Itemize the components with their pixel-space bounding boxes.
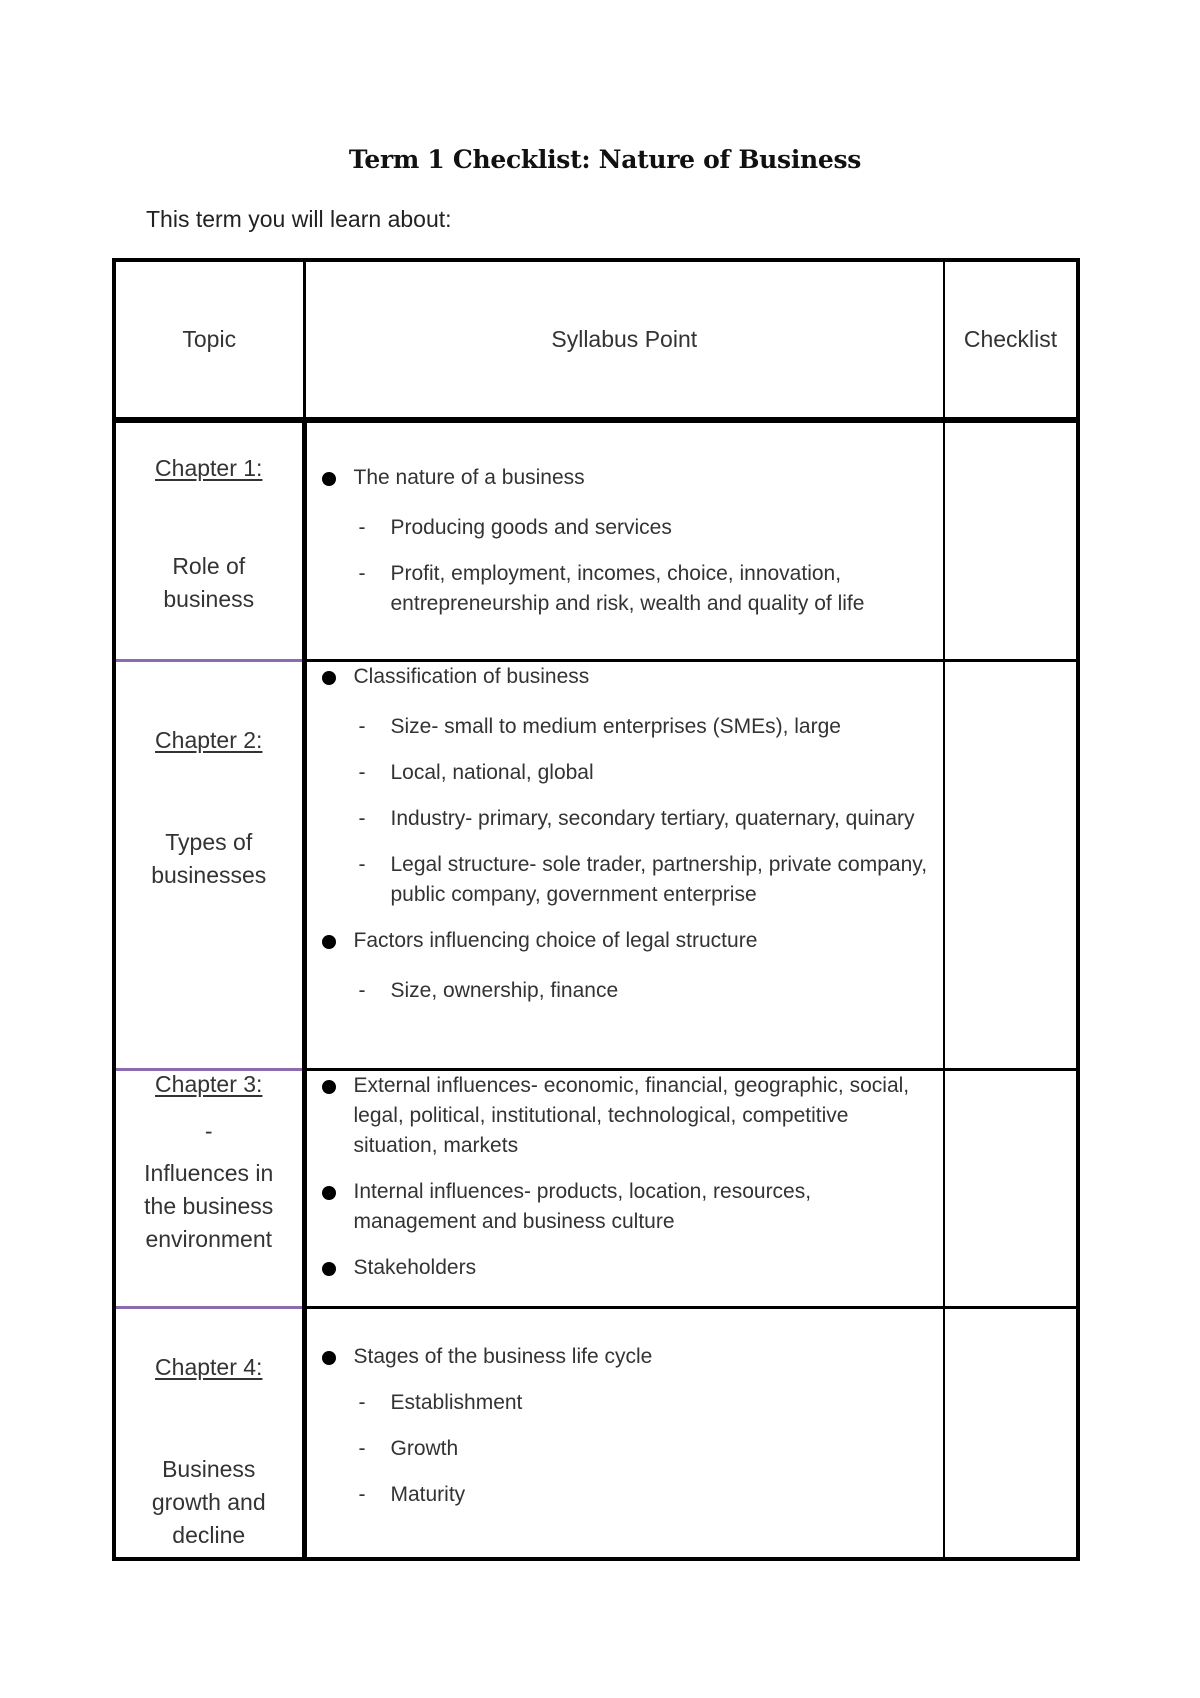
chapter-label: Chapter 4: (155, 1353, 263, 1380)
topic-name: Role of business (163, 553, 255, 613)
chapter-label: Chapter 1: (155, 455, 263, 482)
header-checklist: Checklist (944, 260, 1078, 420)
table-row-chapter-3 (114, 1069, 1078, 1307)
table-row-chapter-4 (114, 1307, 1078, 1559)
checklist-cell[interactable] (944, 1069, 1078, 1307)
table-row-chapter-2 (114, 660, 1078, 1069)
list-item: - Maturity (307, 1480, 934, 1510)
topic-name: Influences in the business environment (144, 1159, 274, 1252)
checklist-cell[interactable] (944, 1307, 1078, 1559)
topic-cell (114, 420, 304, 660)
list-item: Internal influences- products, location, resources, management and business culture (307, 1177, 934, 1237)
header-topic: Topic (114, 260, 304, 420)
table-header-row (114, 260, 1078, 420)
syllabus-cell (304, 660, 944, 1069)
list-item: - Size, ownership, finance (307, 976, 934, 1006)
list-item: - Size- small to medium enterprises (SMEs), large (307, 712, 934, 742)
list-item: - Local, national, global (307, 758, 934, 788)
topic-name: Types of businesses (151, 829, 267, 888)
page-title: Term 1 Checklist: Nature of Business (348, 145, 862, 174)
list-item: External influences- economic, financial, geographic, social, legal, political, institutional, technological, competitive situation, markets (307, 1071, 934, 1161)
list-item: - Profit, employment, incomes, choice, innovation, entrepreneurship and risk, wealth and quality of life (307, 559, 934, 619)
checklist-cell[interactable] (944, 660, 1078, 1069)
list-item: - Growth (307, 1434, 934, 1464)
topic-cell (114, 1069, 304, 1307)
list-item: - Legal structure- sole trader, partnership, private company, public company, government enterprise (307, 850, 934, 910)
list-item: - Industry- primary, secondary tertiary, quaternary, quinary (307, 804, 934, 834)
topic-name: Business growth and decline (151, 1455, 266, 1548)
syllabus-cell (304, 420, 944, 660)
checklist-table (112, 258, 1080, 1561)
syllabus-cell (304, 1069, 944, 1307)
topic-cell (114, 1307, 304, 1559)
header-syllabus-point: Syllabus Point (304, 260, 944, 420)
syllabus-cell (304, 1307, 944, 1559)
list-item: Stakeholders (307, 1253, 934, 1283)
list-item: Factors influencing choice of legal structure (307, 926, 934, 956)
list-item: The nature of a business (307, 463, 934, 493)
list-item: Stages of the business life cycle (307, 1342, 934, 1372)
dash-separator: - (204, 1117, 213, 1144)
chapter-label: Chapter 3: (155, 1070, 263, 1097)
table-row-chapter-1 (114, 420, 1078, 660)
topic-cell (114, 660, 304, 1069)
list-item: Classification of business (307, 662, 934, 692)
list-item: - Establishment (307, 1388, 934, 1418)
list-item: - Producing goods and services (307, 513, 934, 543)
chapter-label: Chapter 2: (155, 727, 263, 753)
intro-text: This term you will learn about: (146, 206, 452, 232)
checklist-cell[interactable] (944, 420, 1078, 660)
